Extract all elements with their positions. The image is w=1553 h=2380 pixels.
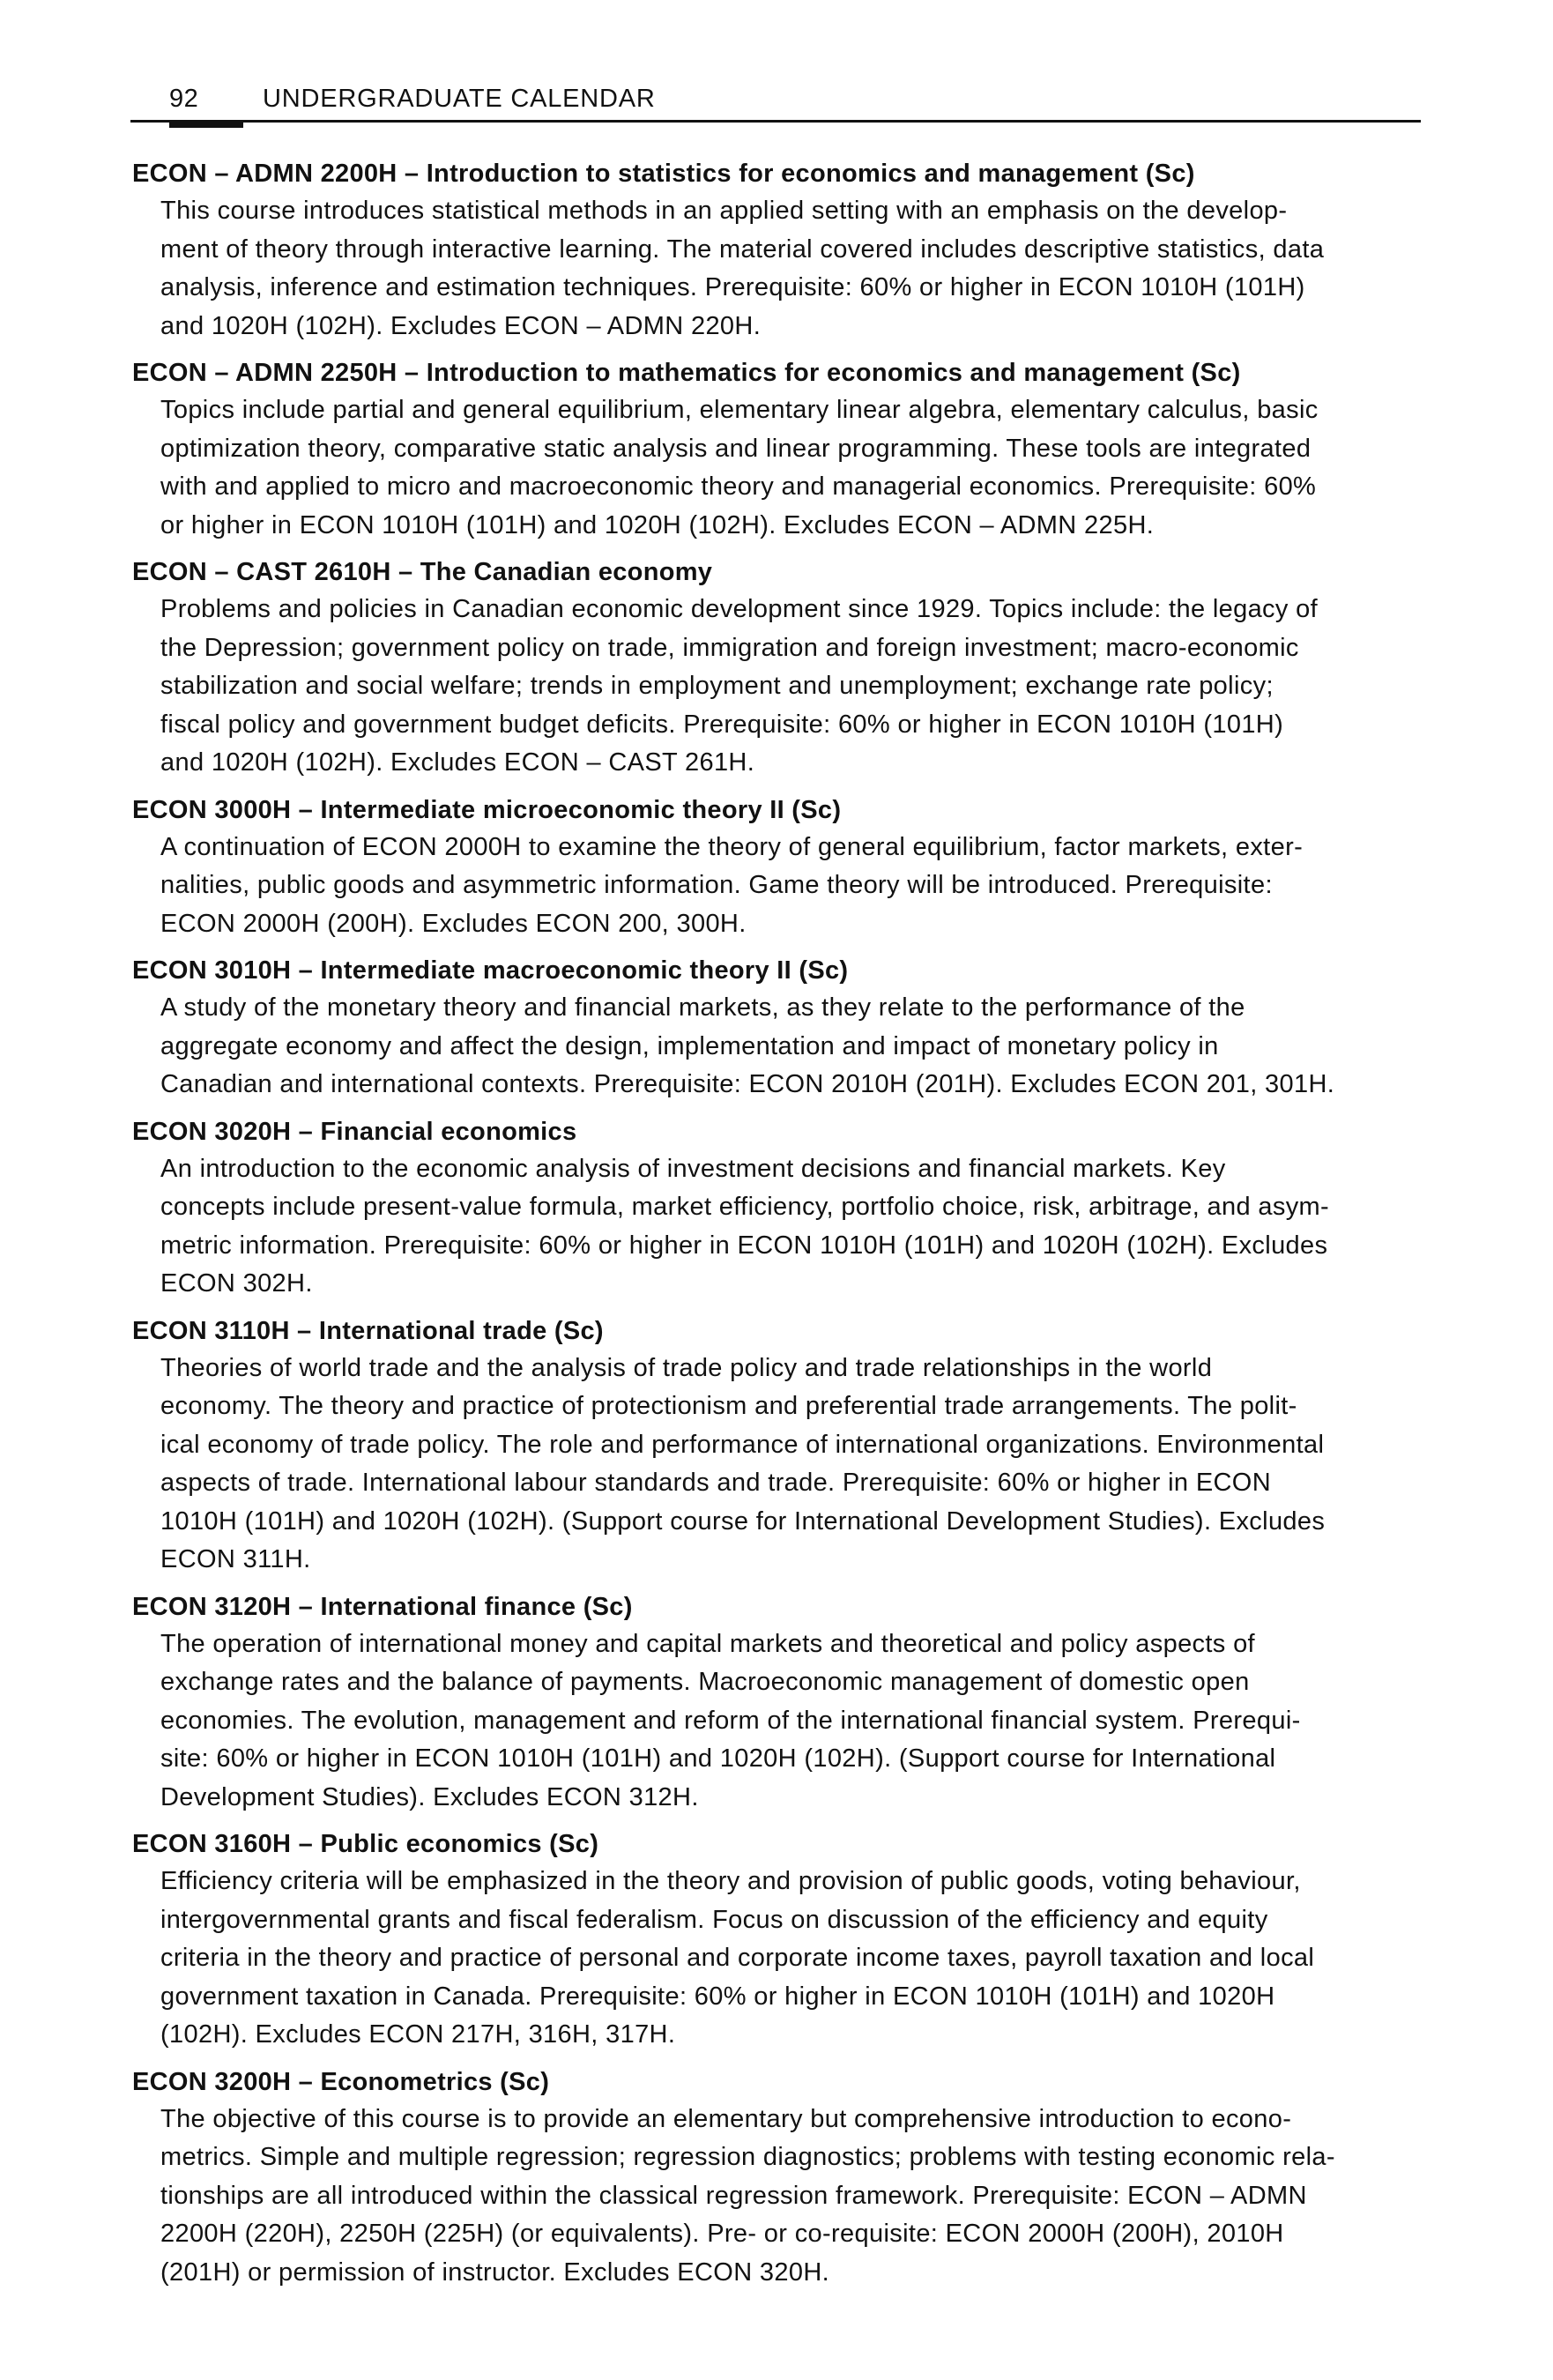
description-line: A study of the monetary theory and financial markets, as they relate to the performance of the bbox=[160, 993, 1245, 1022]
description-line: tionships are all introduced within the classical regression framework. Prerequisite: ECON – ADMN bbox=[160, 2181, 1307, 2210]
description-line: criteria in the theory and practice of personal and corporate income taxes, payroll taxation and local bbox=[160, 1944, 1315, 1972]
description-line: nalities, public goods and asymmetric information. Game theory will be introduced. Prerequisite: bbox=[160, 871, 1273, 899]
description-line: government taxation in Canada. Prerequisite: 60% or higher in ECON 1010H (101H) and 1020H bbox=[160, 1982, 1275, 2011]
course-description bbox=[160, 391, 1423, 545]
description-line: ment of theory through interactive learning. The material covered includes descriptive statistics, data bbox=[160, 234, 1325, 264]
course-title: ECON 3200H – Econometrics (Sc) bbox=[132, 2067, 550, 2096]
course-entry bbox=[132, 1588, 1423, 1818]
description-line: The operation of international money and capital markets and theoretical and policy aspects of bbox=[160, 1629, 1255, 1658]
course-description bbox=[160, 591, 1423, 783]
description-line: ECON 311H. bbox=[160, 1545, 311, 1573]
course-description bbox=[160, 192, 1423, 346]
description-line: A continuation of ECON 2000H to examine the theory of general equilibrium, factor markets, exter- bbox=[160, 832, 1304, 861]
header-rule bbox=[130, 120, 1421, 123]
description-line: Efficiency criteria will be emphasized in the theory and provision of public goods, voting behaviour, bbox=[160, 1867, 1301, 1895]
course-title: ECON 3000H – Intermediate microeconomic theory II (Sc) bbox=[132, 795, 842, 824]
page-header bbox=[130, 85, 1421, 123]
header-tab-marker bbox=[169, 120, 243, 128]
course-title: ECON – ADMN 2200H – Introduction to statistics for economics and management (Sc) bbox=[132, 160, 1195, 188]
description-line: economy. The theory and practice of protectionism and preferential trade arrangements. The polit- bbox=[160, 1392, 1297, 1420]
description-line: or higher in ECON 1010H (101H) and 1020H (102H). Excludes ECON – ADMN 225H. bbox=[160, 510, 1155, 539]
course-entry bbox=[132, 155, 1423, 346]
course-entry bbox=[132, 1113, 1423, 1304]
description-line: metrics. Simple and multiple regression; regression diagnostics; problems with testing economic rela- bbox=[160, 2143, 1335, 2171]
course-title: ECON – CAST 2610H – The Canadian economy bbox=[132, 558, 713, 586]
course-description bbox=[160, 2101, 1423, 2293]
course-title: ECON 3160H – Public economics (Sc) bbox=[132, 1830, 599, 1858]
course-entry bbox=[132, 2064, 1423, 2293]
description-line: ECON 2000H (200H). Excludes ECON 200, 300H. bbox=[160, 909, 747, 938]
description-line: 2200H (220H), 2250H (225H) (or equivalents). Pre- or co-requisite: ECON 2000H (200H), 2010H bbox=[160, 2220, 1284, 2248]
description-line: This course introduces statistical methods in an applied setting with an emphasis on the develop- bbox=[160, 197, 1288, 225]
course-entry bbox=[132, 1826, 1423, 2055]
description-line: ical economy of trade policy. The role and performance of international organizations. Environmental bbox=[160, 1430, 1325, 1459]
course-entry bbox=[132, 554, 1423, 783]
course-entry bbox=[132, 1313, 1423, 1580]
description-line: and 1020H (102H). Excludes ECON – CAST 261H. bbox=[160, 748, 755, 777]
course-title: ECON 3120H – International finance (Sc) bbox=[132, 1592, 633, 1621]
course-description bbox=[160, 1350, 1423, 1580]
description-line: with and applied to micro and macroeconomic theory and managerial economics. Prerequisite: 60% bbox=[160, 472, 1317, 501]
description-line: economies. The evolution, management and reform of the international financial system. Prerequi- bbox=[160, 1706, 1301, 1735]
description-line: The objective of this course is to provide an elementary but comprehensive introduction to econo- bbox=[160, 2104, 1292, 2133]
description-line: optimization theory, comparative static analysis and linear programming. These tools are integrated bbox=[160, 434, 1312, 463]
description-line: site: 60% or higher in ECON 1010H (101H) and 1020H (102H). (Support course for International bbox=[160, 1744, 1276, 1773]
course-title: ECON – ADMN 2250H – Introduction to mathematics for economics and management (Sc) bbox=[132, 359, 1241, 387]
description-line: (201H) or permission of instructor. Excludes ECON 320H. bbox=[160, 2257, 830, 2287]
description-line: aspects of trade. International labour standards and trade. Prerequisite: 60% or higher in ECON bbox=[160, 1469, 1272, 1497]
description-line: 1010H (101H) and 1020H (102H). (Support course for International Development Studies). Excludes bbox=[160, 1506, 1326, 1536]
description-line: and 1020H (102H). Excludes ECON – ADMN 220H. bbox=[160, 311, 762, 340]
description-line: An introduction to the economic analysis of investment decisions and financial markets. Key bbox=[160, 1154, 1226, 1183]
course-description bbox=[160, 1150, 1423, 1304]
description-line: concepts include present-value formula, market efficiency, portfolio choice, risk, arbitrage, and asym- bbox=[160, 1193, 1330, 1221]
course-title: ECON 3010H – Intermediate macroeconomic theory II (Sc) bbox=[132, 956, 849, 985]
description-line: fiscal policy and government budget deficits. Prerequisite: 60% or higher in ECON 1010H (101H) bbox=[160, 710, 1284, 739]
course-description bbox=[160, 1863, 1423, 2055]
description-line: (102H). Excludes ECON 217H, 316H, 317H. bbox=[160, 2020, 676, 2049]
course-entry bbox=[132, 952, 1423, 1104]
description-line: metric information. Prerequisite: 60% or higher in ECON 1010H (101H) and 1020H (102H). Excludes bbox=[160, 1231, 1328, 1260]
description-line: Canadian and international contexts. Prerequisite: ECON 2010H (201H). Excludes ECON 201, 301H. bbox=[160, 1070, 1335, 1098]
description-line: Development Studies). Excludes ECON 312H. bbox=[160, 1782, 699, 1811]
course-entry bbox=[132, 354, 1423, 545]
description-line: stabilization and social welfare; trends in employment and unemployment; exchange rate policy; bbox=[160, 672, 1274, 700]
running-title: UNDERGRADUATE CALENDAR bbox=[263, 85, 656, 113]
description-line: Theories of world trade and the analysis of trade policy and trade relationships in the world bbox=[160, 1353, 1213, 1382]
page-number: 92 bbox=[169, 85, 199, 113]
course-entry bbox=[132, 792, 1423, 944]
description-line: Problems and policies in Canadian economic development since 1929. Topics include: the legacy of bbox=[160, 595, 1319, 623]
description-line: analysis, inference and estimation techniques. Prerequisite: 60% or higher in ECON 1010H (101H) bbox=[160, 273, 1305, 301]
description-line: the Depression; government policy on trade, immigration and foreign investment; macro-economic bbox=[160, 633, 1299, 662]
description-line: intergovernmental grants and fiscal federalism. Focus on discussion of the efficiency and equity bbox=[160, 1905, 1268, 1934]
course-list bbox=[132, 155, 1423, 2301]
description-line: aggregate economy and affect the design, implementation and impact of monetary policy in bbox=[160, 1031, 1219, 1060]
course-description bbox=[160, 989, 1423, 1104]
description-line: exchange rates and the balance of payments. Macroeconomic management of domestic open bbox=[160, 1668, 1250, 1696]
course-title: ECON 3020H – Financial economics bbox=[132, 1117, 577, 1146]
description-line: Topics include partial and general equilibrium, elementary linear algebra, elementary calculus, basic bbox=[160, 396, 1319, 424]
course-description bbox=[160, 1625, 1423, 1818]
course-description bbox=[160, 829, 1423, 944]
description-line: ECON 302H. bbox=[160, 1269, 313, 1298]
course-title: ECON 3110H – International trade (Sc) bbox=[132, 1316, 604, 1345]
